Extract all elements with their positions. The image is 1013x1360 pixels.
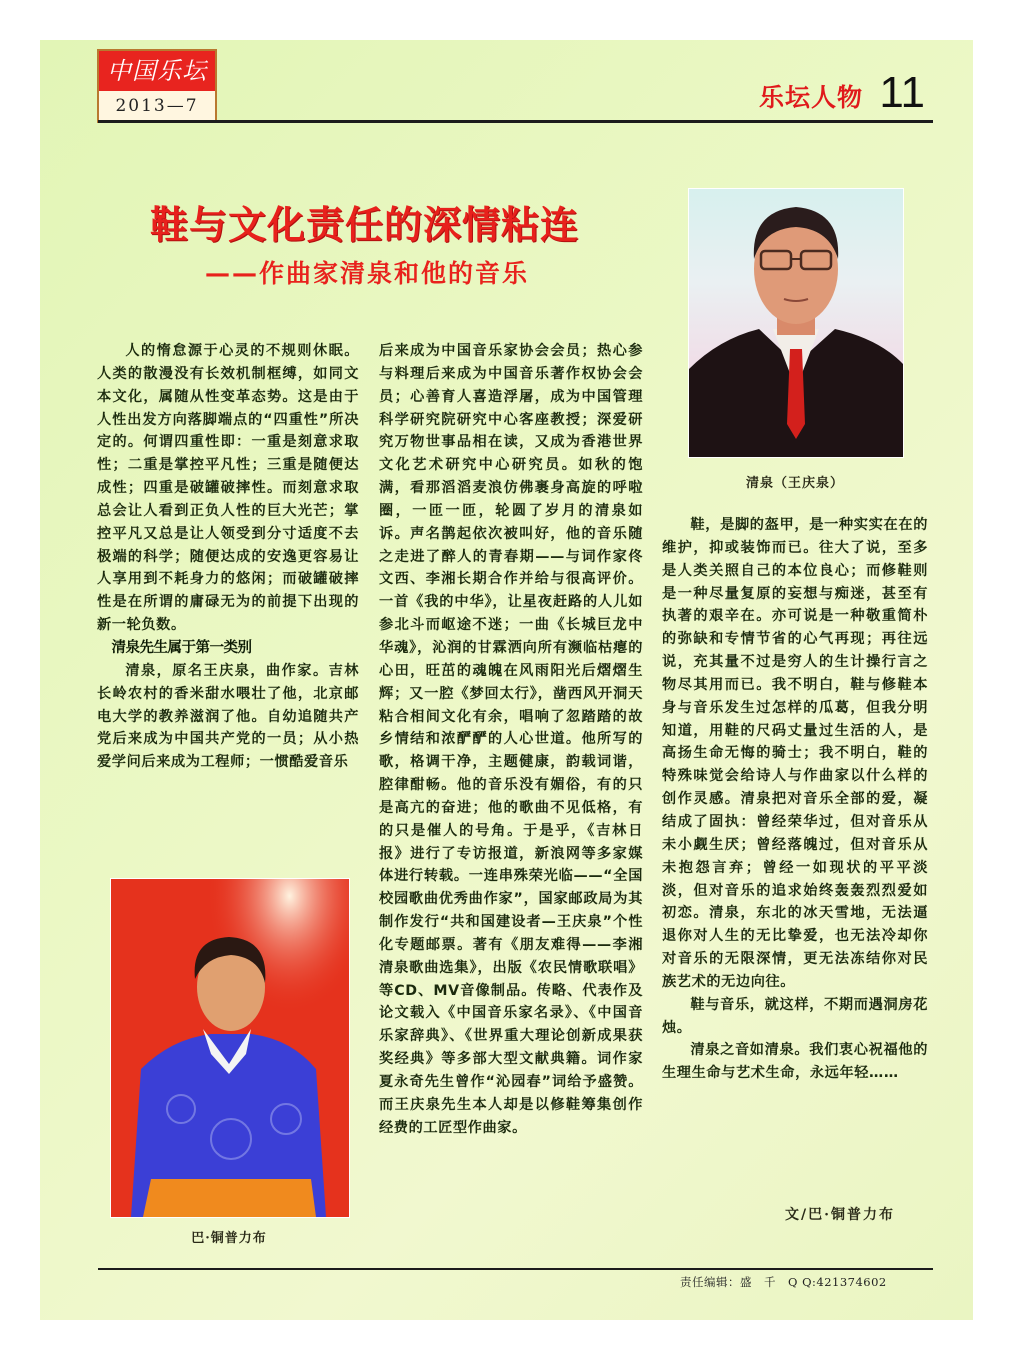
header-rule — [98, 120, 933, 123]
author-photo — [110, 878, 350, 1218]
logo-text: 中国乐坛 — [99, 51, 215, 91]
magazine-logo — [97, 49, 217, 123]
issue-date: 2013—7 — [115, 96, 199, 116]
article-title: 鞋与文化责任的深情粘连 — [150, 203, 580, 247]
article-column-3 — [662, 514, 928, 1085]
article-column-1 — [97, 340, 359, 774]
paragraph: 后来成为中国音乐家协会会员；热心参与料理后来成为中国音乐著作权协会会员；心善育人喜造浮屠，成为中国管理科学研究院研究中心客座教授；深爱研究万物世事品相在读，又成为香港世界文化艺术研究中心研究员。如秋的饱满，看那滔滔麦浪仿佛裹身高旋的呼啦圈，一匝一匝，轮圆了岁月的清泉如诉。声名鹊起依次被叫好，他的音乐随之走进了醉人的青春期——与词作家佟文西、李湘长期合作并给与很高评价。一首《我的中华》，让星夜赶路的人儿如参北斗而岖途不迷；一曲《长城巨龙中华魂》，沁润的甘霖洒向所有濒临枯瘪的心田，旺茁的魂魄在风雨阳光后熠熠生辉；又一腔《梦回太行》，凿西风开洞天粘合相间文化有余，唱响了忽踏踏的故乡情结和浓酽酽的人心世道。他所写的歌，格调干净，主题健康，韵载词谐，腔律酣畅。他的音乐没有媚俗，有的只是高亢的奋进；他的歌曲不见低格，有的只是催人的号角。于是乎，《吉林日报》进行了专访报道，新浪网等多家媒体进行转载。一连串殊荣光临——“全国校园歌曲优秀曲作家”，国家邮政局为其制作发行“共和国建设者—王庆泉”个性化专题邮票。著有《朋友难得——李湘清泉歌曲选集》，出版《农民情歌联唱》等CD、MV音像制品。传略、代表作及论文载入《中国音乐家名录》、《中国音乐家辞典》、《世界重大理论创新成果获奖经典》等多部大型文献典籍。词作家夏永奇先生曾作“沁园春”词给予盛赞。而王庆泉先生本人却是以修鞋筹集创作经费的工匠型作曲家。 — [379, 343, 643, 1136]
portrait-image-icon — [689, 189, 903, 457]
magazine-page — [40, 40, 973, 1320]
page-number: 11 — [879, 68, 925, 117]
portrait-photo — [688, 188, 904, 458]
portrait-caption: 清泉（王庆泉） — [745, 476, 844, 491]
byline: 文/巴·铜普力布 — [785, 1207, 895, 1223]
author-image-icon — [111, 879, 349, 1217]
section-subheading: 清泉先生属于第一类别 — [111, 639, 252, 656]
section-name: 乐坛人物 — [758, 83, 863, 112]
paragraph: 鞋与音乐，就这样，不期而遇洞房花烛。 — [662, 996, 928, 1036]
article-column-2 — [379, 340, 643, 1140]
paragraph: 鞋，是脚的盔甲，是一种实实在在的维护，抑或装饰而已。往大了说，至多是人类关照自己的本位良心；而修鞋则是一种尽量复原的妄想与痴迷，甚至有执著的艰辛在。亦可说是一种敬重简朴的弥缺和专情节省的心气再现；再往远说，充其量不过是穷人的生计操行言之物尽其用而已。我不明白，鞋与修鞋本身与音乐发生过怎样的瓜葛，但我分明知道，用鞋的尺码丈量过生活的人，是高扬生命无悔的骑士；我不明白，鞋的特殊味觉会给诗人与作曲家以什么样的创作灵感。清泉把对音乐全部的爱，凝结成了固执：曾经荣华过，但对音乐从未小觑生厌；曾经落魄过，但对音乐从未抱怨言弃；曾经一如现状的平平淡淡，但对音乐的追求始终轰轰烈烈爱如初恋。清泉，东北的冰天雪地，无法逼退你对人生的无比挚爱，也无法冷却你对音乐的无限深情，更无法冻结你对民族艺术的无边向往。 — [662, 517, 928, 990]
author-caption: 巴·铜普力布 — [191, 1231, 267, 1246]
article-subtitle: ——作曲家清泉和他的音乐 — [205, 259, 530, 288]
paragraph: 清泉之音如清泉。我们衷心祝福他的生理生命与艺术生命，永远年轻…… — [662, 1042, 928, 1082]
paragraph: 清泉，原名王庆泉，曲作家。吉林长岭农村的香米甜水喂壮了他，北京邮电大学的教养滋润了他。自幼追随共产党后来成为中国共产党的一员；从小热爱学问后来成为工程师；一惯酷爱音乐 — [97, 662, 359, 771]
paragraph: 人的惰怠源于心灵的不规则休眠。人类的散漫没有长效机制框缚，如同文本文化，属随从性变革态势。这是由于人性出发方向落脚端点的“四重性”所决定的。何谓四重性即：一重是刻意求取性；二重是掌控平凡性；三重是随便达成性；四重是破罐破摔性。而刻意求取总会让人看到正负人性的巨大光芒；掌控平凡又总是让人领受到分寸适度不去极端的科学；随便达成的安逸更容易让人享用到不耗身力的悠闲；而破罐破摔性是在所谓的庸碌无为的前提下出现的新一轮负数。 — [97, 343, 359, 634]
footer-rule — [98, 1268, 933, 1270]
editor-credit: 责任编辑：盛 千 Q Q:421374602 — [680, 1275, 887, 1289]
